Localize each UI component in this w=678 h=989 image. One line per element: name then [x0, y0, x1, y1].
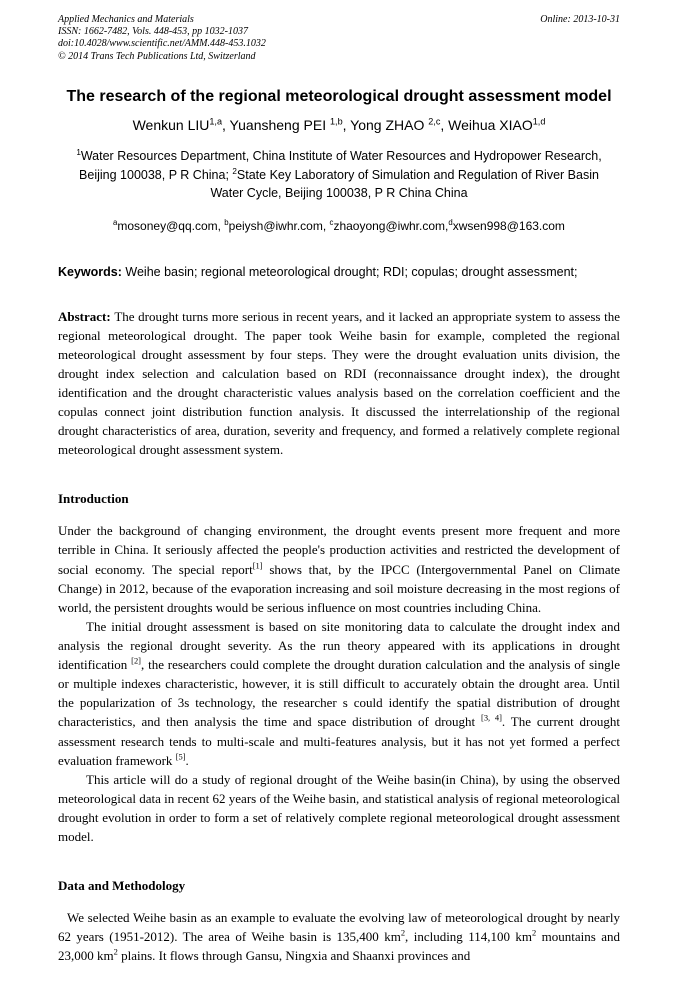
doi-line: doi:10.4028/www.scientific.net/AMM.448-453.1032 [58, 38, 266, 50]
intro-paragraph-2: The initial drought assessment is based on site monitoring data to calculate the drought index and analysis the regional drought severity. As the run theory appeared with its applications in drought identification [2], the researchers could complete the drought duration calculation and the analysis of single or multiple indexes characteristic, however, it is still difficult to accurately obtain the drought area. Until the popularization of 3s technology, the researcher s could identify the spatial distribution of drought characteristics, and then analysis the time and space distribution of drought [3, 4]. The current drought assessment research tends to multi-scale and multi-features analysis, but it has not yet formed a perfect evaluation framework [5]. [58, 618, 621, 768]
intro-paragraph-3: This article will do a study of regional drought of the Weihe basin(in China), by using the observed meteorological data in recent 62 years of the Weihe basin, and statistical analysis of regional meteorological drought evolution in order to form a set of relatively complete regional meteorological drought assessment model. [58, 771, 620, 845]
data-methodology-paragraph-1: We selected Weihe basin as an example to evaluate the evolving law of meteorological drought by nearly 62 years (1951-2012). The area of Weihe basin is 135,400 $km^2$, including 114,100 $km^2$ mountains and 23,000 $km^2$ plains. It flows through Gansu, Ningxia and Shaanxi provinces and [58, 910, 620, 964]
online-date: Online: 2013-10-31 [540, 14, 620, 25]
authors-line: Wenkun LIU$^{1,a}$, Yuansheng PEI $^{1,b}$, Yong ZHAO $^{2,c}$, Weihua XIAO$^{1,d}$ [132, 116, 546, 133]
copyright-line: © 2014 Trans Tech Publications Ltd, Switzerland [58, 50, 256, 62]
journal-header [58, 14, 620, 63]
section-heading-introduction: Introduction [58, 491, 129, 507]
journal-name: Applied Mechanics and Materials [58, 14, 194, 25]
affiliations-block: $^1$Water Resources Department, China Institute of Water Resources and Hydropower Research, Beijing 100038, P R China; $^2$State Key Laboratory of Simulation and Regulation of River Basin Water Cycle, Beijing 100038, P R China China [76, 147, 602, 201]
issn-line: ISSN: 1662-7482, Vols. 448-453, pp 1032-1037 [58, 26, 248, 38]
journal-info-block [58, 14, 266, 63]
paper-title: The research of the regional meteorological drought assessment model [66, 87, 612, 105]
author-emails: $^a$mosoney@qq.com, $^b$peiysh@iwhr.com, $^c$zhaoyong@iwhr.com,$^d$xwsen998@163.com [113, 218, 565, 234]
keywords-line: Keywords: Weihe basin; regional meteorological drought; RDI; copulas; drought assessment; [58, 264, 578, 279]
section-heading-data-methodology: Data and Methodology [58, 878, 186, 894]
abstract-paragraph: Abstract: The drought turns more serious in recent years, and it lacked an appropriate system to assess the regional meteorological drought. The paper took Weihe basin for example, completed the regional meteorological drought assessment by four steps. They were the drought evaluation units division, the drought index selection and calculation based on RDI (reconnaissance drought index), the drought identification and the drought characteristic values analysis based on the correlation coefficient and the copulas connect joint distribution function analysis. It discussed the interrelationship of the regional drought characteristics of area, duration, severity and frequency, and formed a relatively complete regional meteorological drought assessment system. [58, 308, 620, 458]
intro-paragraph-1: Under the background of changing environment, the drought events present more frequent and more terrible in China. It seriously affected the people's production activities and restricted the development of social economy. The special report[1] shows that, by the IPCC (Intergovernmental Panel on Climate Change) in 2012, because of the evaporation increasing and soil moisture decreasing in the most regions of world, the persistent droughts would be serious influence on most countries including China. [58, 523, 620, 615]
